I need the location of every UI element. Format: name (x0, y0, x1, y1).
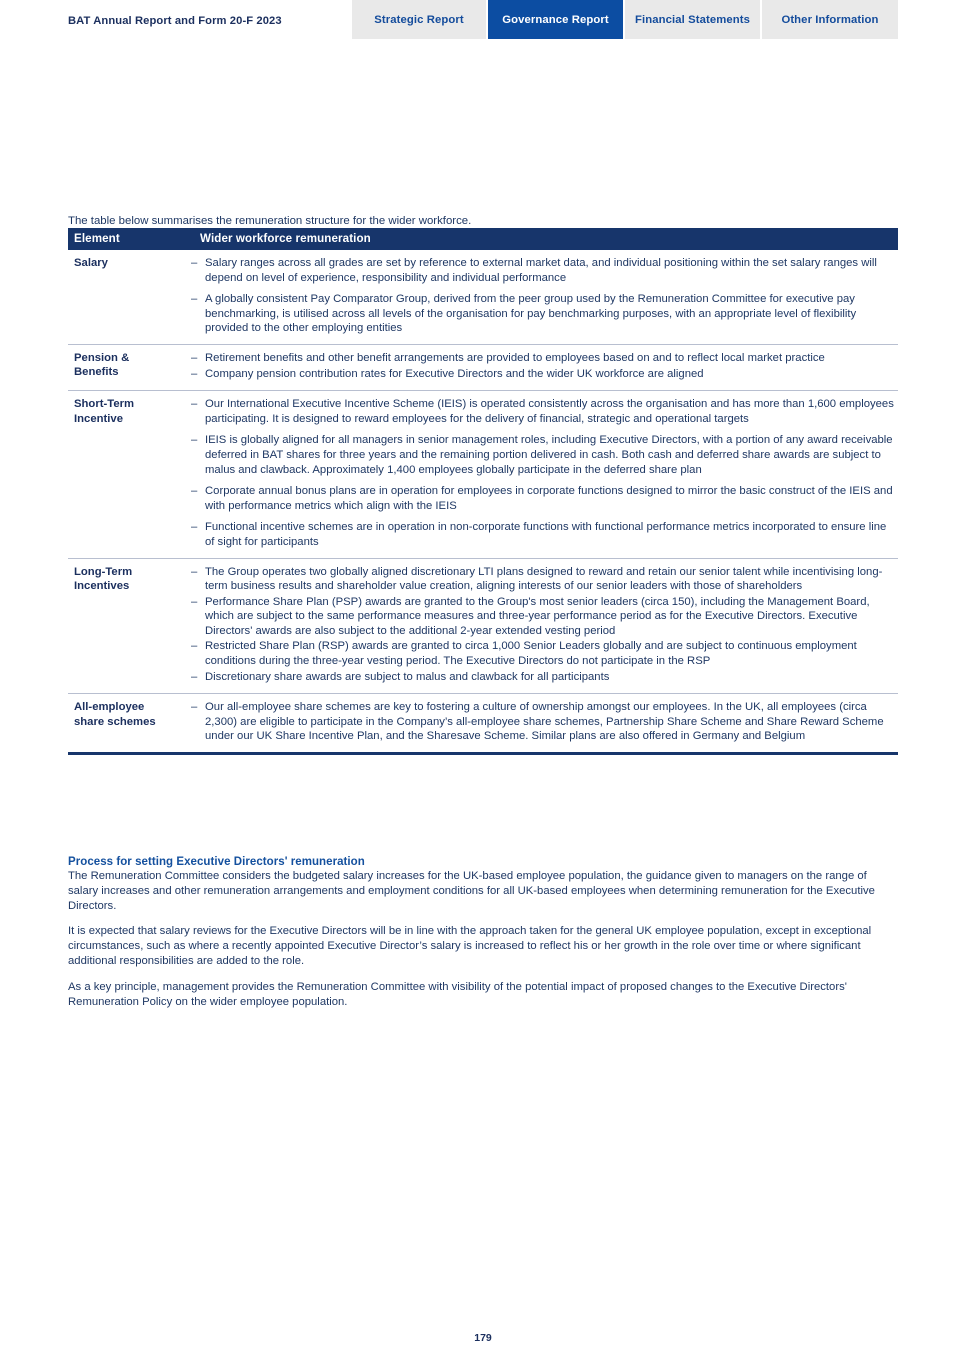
list-item: – Performance Share Plan (PSP) awards are granted to the Group's most senior leaders (circa 150), including the Management Board, which are subject to the same performance measures and three-year performance period as for the Executive Directors. Executive Directors' awards are also subject to the additional 2-year extended vesting period (191, 595, 894, 639)
row-content-all-employee-share-schemes (191, 694, 898, 754)
page-number: 179 (474, 1332, 492, 1344)
table-row (68, 344, 898, 390)
table-row (68, 694, 898, 754)
bullet-list (191, 351, 894, 381)
list-item: – The Group operates two globally aligned discretionary LTI plans designed to reward and retain our senior talent while incentivising long-term business results and shareholder value creation, aligning interests of our senior leaders with those of shareholders (191, 565, 894, 594)
row-label-all-employee-share-schemes: All-employee share schemes (74, 701, 156, 728)
section-nav-tabs (352, 0, 898, 39)
list-item: – Our International Executive Incentive Scheme (IEIS) is operated consistently across the organisation and has more than 1,600 employees participating. It is designed to reward employees for the delivery of financial, strategic and operational targets (191, 397, 894, 426)
column-header-remuneration: Wider workforce remuneration (200, 232, 371, 245)
list-item: – Company pension contribution rates for Executive Directors and the wider UK workforce are aligned (191, 367, 894, 382)
table-row (68, 558, 898, 694)
row-label-short-term-incentive: Short-Term Incentive (74, 398, 135, 425)
list-item: – Retirement benefits and other benefit arrangements are provided to employees based on and to reflect local market practice (191, 351, 894, 366)
list-item: – IEIS is globally aligned for all managers in senior management roles, including Executive Directors, with a portion of any award receivable deferred in BAT shares for three years and the remaining portion delivered in cash. Both cash and deferred share awards are subject to malus and clawback. Approximately 1,400 employees globally participate in the deferred share plan (191, 433, 894, 477)
process-section-heading: Process for setting Executive Directors' remuneration (68, 856, 365, 868)
list-item: – Restricted Share Plan (RSP) awards are granted to circa 1,000 Senior Leaders globally and are subject to continuous employment conditions during the three-year vesting period. The Executive Directors do not participate in the RSP (191, 639, 894, 668)
wider-workforce-remuneration-table (68, 228, 898, 755)
tab-strategic-report[interactable]: Strategic Report (352, 0, 486, 39)
page-header (0, 0, 966, 39)
bullet-list (191, 397, 894, 549)
bullet-list (191, 700, 894, 744)
list-item: – Discretionary share awards are subject to malus and clawback for all participants (191, 670, 894, 685)
list-item: – Our all-employee share schemes are key to fostering a culture of ownership amongst our employees. In the UK, all employees (circa 2,300) are eligible to participate in the Company’s all-employee share schemes, Partnership Share Scheme and Share Reward Scheme under our UK Share Incentive Plan, and the Sharesave Scheme. Similar plans are also offered in Germany and Belgium (191, 700, 894, 744)
process-paragraph-2: It is expected that salary reviews for the Executive Directors will be in line with the approach taken for the general UK employee population, except in exceptional circumstances, such as where a recently appointed Executive Director’s salary is increased to reflect his or her growth in the role over time or where significant additional responsibilities are added to the role. (68, 925, 872, 967)
bullet-list (191, 256, 894, 336)
column-header-element: Element (74, 232, 120, 245)
report-title: BAT Annual Report and Form 20-F 2023 (68, 15, 282, 27)
intro-paragraph: The table below summarises the remuneration structure for the wider workforce. (68, 215, 472, 228)
row-content-pension-benefits (191, 344, 898, 390)
tab-other-information[interactable]: Other Information (762, 0, 898, 39)
row-content-salary (191, 250, 898, 344)
table-head (68, 228, 898, 250)
list-item: – Salary ranges across all grades are set by reference to external market data, and individual positioning within the set salary ranges will depend on level of experience, responsibility and individual performance (191, 256, 894, 285)
tab-governance-report[interactable]: Governance Report (488, 0, 623, 39)
tab-financial-statements[interactable]: Financial Statements (625, 0, 760, 39)
list-item: – Corporate annual bonus plans are in operation for employees in corporate functions designed to mirror the basic construct of the IEIS and with performance metrics which align with the IEIS (191, 484, 894, 513)
row-label-pension-benefits: Pension & Benefits (74, 351, 130, 379)
row-content-short-term-incentive (191, 391, 898, 558)
bullet-list (191, 565, 894, 685)
row-label-salary: Salary (74, 257, 108, 269)
list-item: – Functional incentive schemes are in operation in non-corporate functions with functional performance metrics incorporated to ensure line of sight for participants (191, 520, 894, 549)
list-item: – A globally consistent Pay Comparator Group, derived from the peer group used by the Remuneration Committee for executive pay benchmarking, is utilised across all levels of the organisation for pay benchmarking purposes, with an appropriate level of flexibility provided to the other employing entities (191, 292, 894, 336)
process-paragraph-1: The Remuneration Committee considers the budgeted salary increases for the UK-based employee population, the guidance given to managers on the range of salary increases and other remuneration arrangements and employment conditions for all UK-based employees when determining remuneration for the Executive Directors. (68, 870, 875, 912)
row-label-long-term-incentives: Long-Term Incentives (74, 565, 133, 592)
table-row (68, 391, 898, 558)
table-body (68, 250, 898, 754)
row-content-long-term-incentives (191, 558, 898, 694)
process-section (68, 856, 880, 1009)
table-row (68, 250, 898, 344)
process-paragraph-3: As a key principle, management provides the Remuneration Committee with visibility of the potential impact of proposed changes to the Executive Directors' Remuneration Policy on the wider employee population. (68, 980, 847, 1008)
table-header-row (68, 228, 898, 250)
